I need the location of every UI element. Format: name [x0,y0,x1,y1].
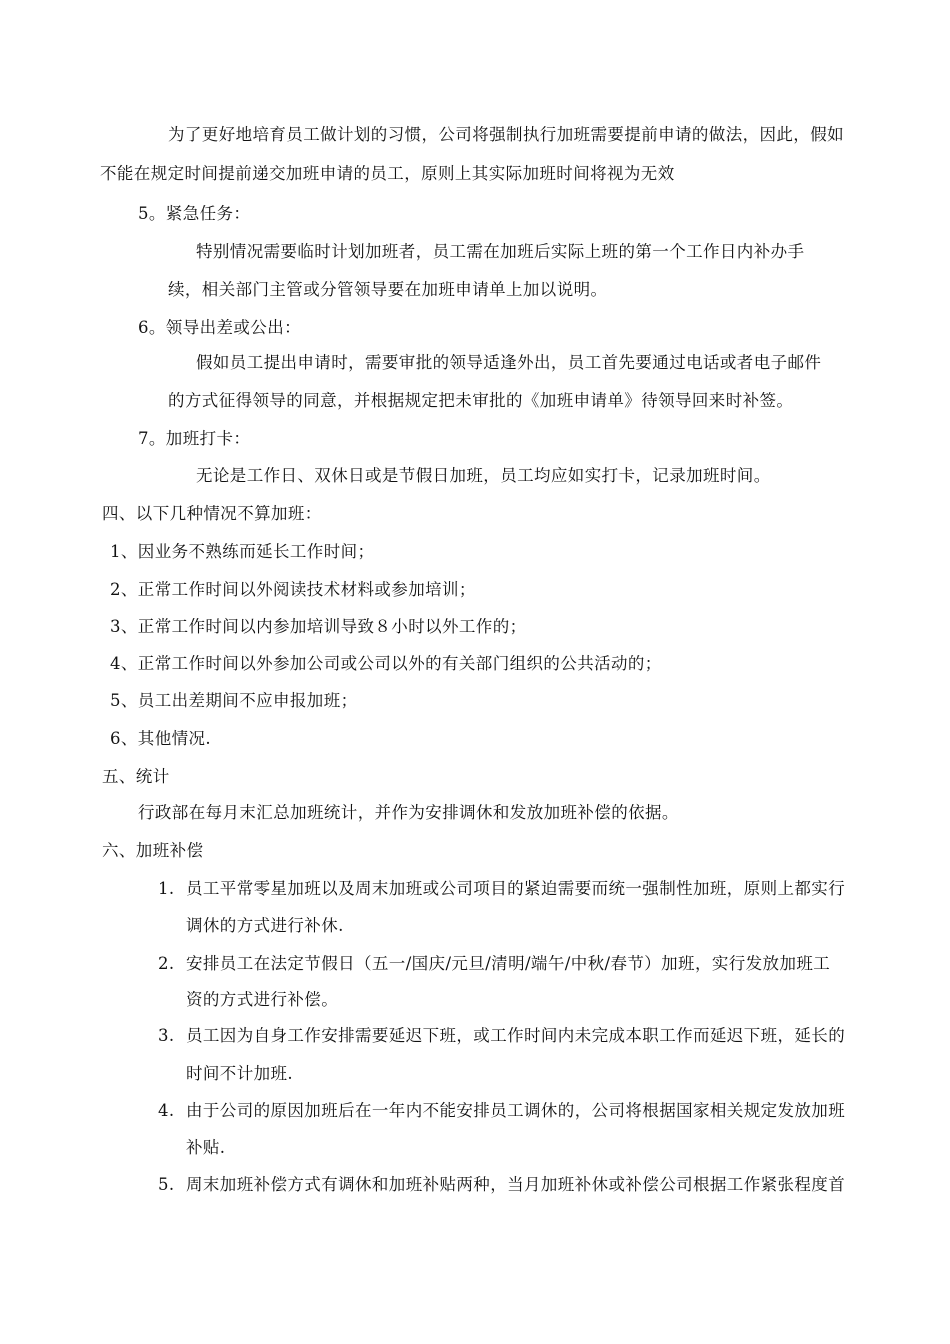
section-4-item-1: 1、因业务不熟练而延长工作时间； [110,542,375,561]
item-5-line-2: 续，相关部门主管或分管领导要在加班申请单上加以说明。 [168,280,608,299]
intro-line-1: 为了更好地培育员工做计划的习惯，公司将强制执行加班需要提前申请的做法，因此，假如 [168,125,844,144]
section-4-item-2: 2、正常工作时间以外阅读技术材料或参加培训； [110,580,476,599]
section-4-item-5: 5、员工出差期间不应申报加班； [110,691,358,710]
intro-line-2: 不能在规定时间提前递交加班申请的员工，原则上其实际加班时间将视为无效 [100,164,675,183]
section-6-item-2-line-2: 资的方式进行补偿。 [186,990,339,1009]
section-6-item-1-num: 1. [158,879,175,898]
item-5-line-1: 特别情况需要临时计划加班者，员工需在加班后实际上班的第一个工作日内补办手 [196,242,805,261]
item-7-title: 7。加班打卡： [138,429,251,448]
section-4-item-4: 4、正常工作时间以外参加公司或公司以外的有关部门组织的公共活动的； [110,654,662,673]
section-4-item-6: 6、其他情况. [110,729,212,748]
item-7-line-1: 无论是工作日、双休日或是节假日加班，员工均应如实打卡，记录加班时间。 [196,466,771,485]
section-6-item-5-line-1: 周末加班补偿方式有调休和加班补贴两种，当月加班补休或补偿公司根据工作紧张程度首 [186,1175,846,1194]
section-5-text: 行政部在每月末汇总加班统计，并作为安排调休和发放加班补偿的依据。 [138,803,679,822]
section-6-item-5-num: 5. [158,1175,175,1194]
section-4-heading: 四、以下几种情况不算加班： [102,504,322,523]
section-6-item-2-num: 2. [158,954,175,973]
section-6-item-1-line-1: 员工平常零星加班以及周末加班或公司项目的紧迫需要而统一强制性加班，原则上都实行 [186,879,846,898]
section-6-item-2-line-1: 安排员工在法定节假日（五一/国庆/元旦/清明/端午/中秋/春节）加班，实行发放加班工 [186,954,831,973]
section-6-item-3-line-2: 时间不计加班. [186,1064,294,1083]
item-6-line-2: 的方式征得领导的同意，并根据规定把未审批的《加班申请单》待领导回来时补签。 [168,391,794,410]
section-5-heading: 五、统计 [102,767,170,786]
section-6-heading: 六、加班补偿 [102,841,204,860]
item-5-title: 5。紧急任务： [138,204,251,223]
section-6-item-3-line-1: 员工因为自身工作安排需要延迟下班，或工作时间内未完成本职工作而延迟下班，延长的 [186,1026,846,1045]
section-6-item-4-num: 4. [158,1101,175,1120]
section-4-item-3: 3、正常工作时间以内参加培训导致８小时以外工作的； [110,617,527,636]
section-6-item-1-line-2: 调休的方式进行补休. [186,916,344,935]
item-6-line-1: 假如员工提出申请时，需要审批的领导适逢外出，员工首先要通过电话或者电子邮件 [196,353,822,372]
section-6-item-4-line-1: 由于公司的原因加班后在一年内不能安排员工调休的，公司将根据国家相关规定发放加班 [186,1101,846,1120]
section-6-item-4-line-2: 补贴. [186,1138,226,1157]
section-6-item-3-num: 3. [158,1026,175,1045]
item-6-title: 6。领导出差或公出： [138,318,301,337]
